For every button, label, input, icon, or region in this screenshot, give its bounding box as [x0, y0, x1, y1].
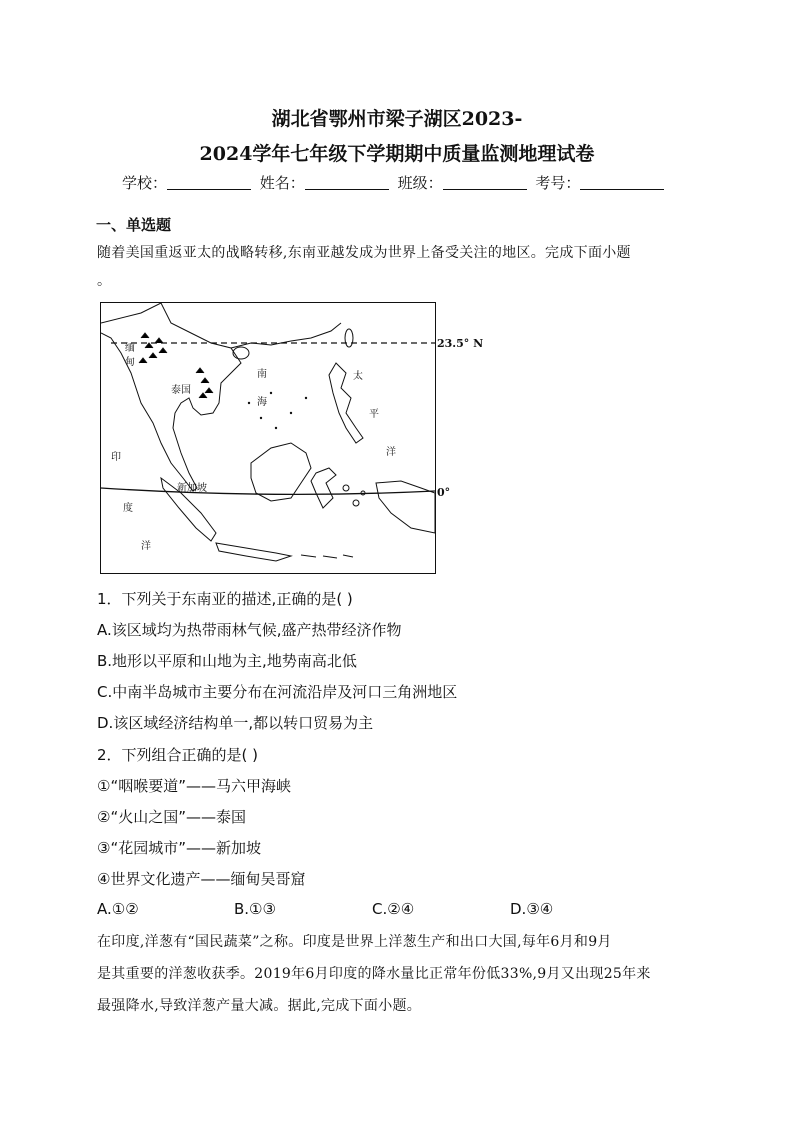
q1-option-d[interactable]: D.该区域经济结构单一,都以转口贸易为主 — [97, 714, 374, 732]
section-heading: 一、单选题 — [96, 216, 172, 234]
label-pacific-1: 太 — [353, 371, 363, 382]
label-myanmar-1: 缅 — [125, 343, 135, 354]
class-label: 班级： — [397, 174, 443, 192]
school-blank[interactable] — [167, 175, 251, 190]
q2-option-b[interactable]: B.①③ — [234, 900, 276, 918]
label-indian-ocean-2: 度 — [123, 503, 133, 514]
name-blank[interactable] — [305, 175, 389, 190]
exam-no-label: 考号： — [535, 174, 581, 192]
intro-paragraph-1-line2: 。 — [97, 273, 112, 289]
q1-stem: 1．下列关于东南亚的描述,正确的是( ) — [97, 590, 353, 608]
label-indian-ocean-3: 洋 — [141, 541, 151, 552]
student-info-row — [122, 172, 668, 193]
q2-stem: 2．下列组合正确的是( ) — [97, 746, 259, 764]
q1-option-b[interactable]: B.地形以平原和山地为主,地势南高北低 — [97, 652, 357, 670]
southeast-asia-map — [100, 302, 436, 574]
q2-statement-3: ③“花园城市”——新加坡 — [97, 839, 261, 857]
label-pacific-2: 平 — [369, 409, 379, 420]
exam-title-line1: 湖北省鄂州市梁子湖区2023- — [271, 108, 523, 130]
label-myanmar-2: 甸 — [125, 357, 135, 368]
q2-statement-4: ④世界文化遗产——缅甸吴哥窟 — [97, 870, 306, 888]
q2-option-a[interactable]: A.①② — [97, 900, 139, 918]
intro-paragraph-2-line1: 在印度,洋葱有“国民蔬菜”之称。印度是世界上洋葱生产和出口大国,每年6月和9月 — [97, 934, 612, 950]
q2-statement-1: ①“咽喉要道”——马六甲海峡 — [97, 777, 291, 795]
q1-option-c[interactable]: C.中南半岛城市主要分布在河流沿岸及河口三角洲地区 — [97, 683, 458, 701]
label-tropic-of-cancer: 23.5° N — [437, 337, 484, 350]
label-singapore: 新加坡 — [177, 483, 207, 494]
exam-no-blank[interactable] — [580, 175, 664, 190]
intro-paragraph-2-line3: 最强降水,导致洋葱产量大减。据此,完成下面小题。 — [97, 998, 422, 1014]
class-blank[interactable] — [443, 175, 527, 190]
label-pacific-3: 洋 — [386, 447, 396, 458]
label-indian-ocean-1: 印 — [111, 452, 121, 463]
q1-option-a[interactable]: A.该区域均为热带雨林气候,盛产热带经济作物 — [97, 621, 402, 639]
label-thailand: 泰国 — [171, 385, 191, 396]
intro-paragraph-1-line1: 随着美国重返亚太的战略转移,东南亚越发成为世界上备受关注的地区。完成下面小题 — [97, 245, 631, 261]
label-south-china-sea-1: 南 — [257, 369, 267, 380]
school-label: 学校： — [122, 174, 168, 192]
q2-option-c[interactable]: C.②④ — [372, 900, 415, 918]
label-equator: 0° — [437, 486, 451, 499]
label-south-china-sea-2: 海 — [257, 397, 267, 408]
name-label: 姓名： — [259, 174, 305, 192]
exam-title-line2: 2024学年七年级下学期期中质量监测地理试卷 — [199, 143, 595, 165]
intro-paragraph-2-line2: 是其重要的洋葱收获季。2019年6月印度的降水量比正常年份低33%,9月又出现25年来 — [97, 966, 651, 982]
q2-option-d[interactable]: D.③④ — [510, 900, 554, 918]
map-drawing — [101, 303, 435, 573]
q2-statement-2: ②“火山之国”——泰国 — [97, 808, 246, 826]
